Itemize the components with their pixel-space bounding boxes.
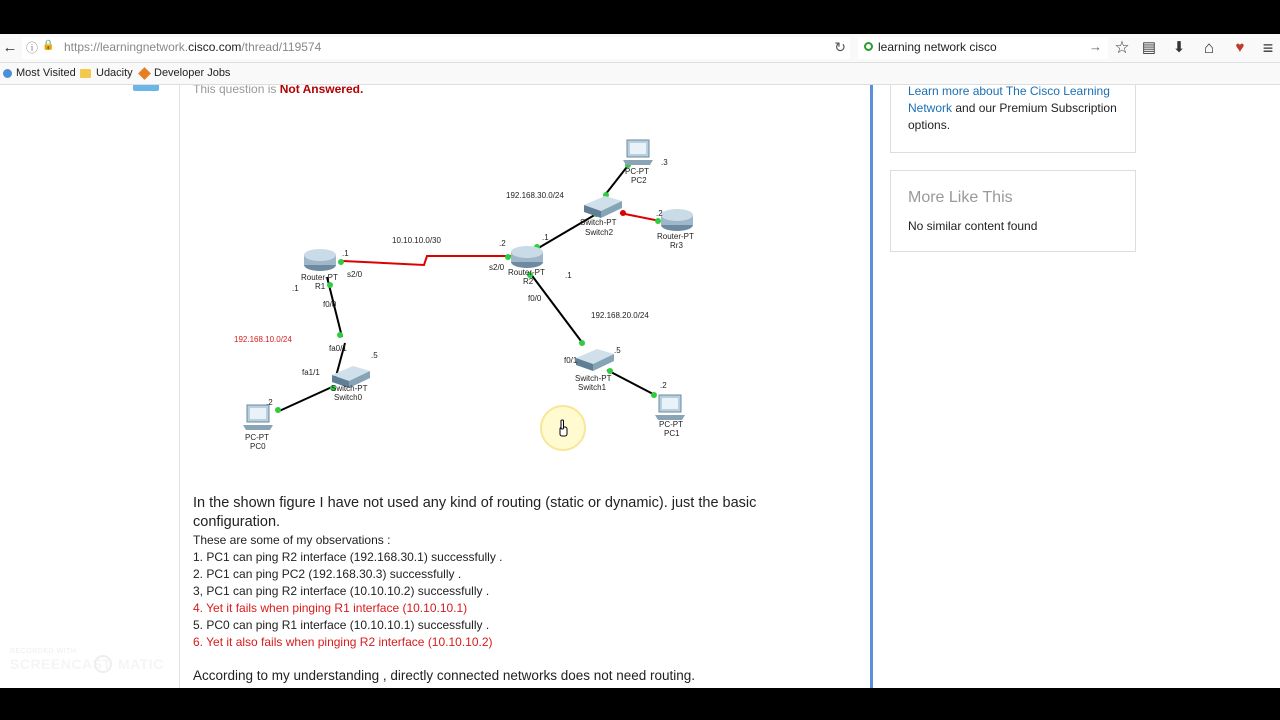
label-sw2-dot-right: .2 <box>656 209 663 218</box>
right-sidebar <box>873 85 1280 688</box>
label-sw0-dot: .5 <box>371 351 378 360</box>
label-sw1-name: Switch1 <box>578 383 607 392</box>
question-content <box>180 85 870 688</box>
label-pc0-name: PC0 <box>250 442 266 451</box>
label-pc1-type: PC-PT <box>659 420 683 429</box>
label-wan-net: 10.10.10.0/30 <box>392 236 441 245</box>
label-r1-s20: s2/0 <box>347 270 363 279</box>
label-pc0-type: PC-PT <box>245 433 269 442</box>
question-intro: In the shown figure I have not used any kind of routing (static or dynamic). just the basic configuration. <box>193 495 757 530</box>
web-page <box>0 85 1280 688</box>
router-r1-icon <box>304 249 336 271</box>
label-pc1-name: PC1 <box>664 429 680 438</box>
link-r2-sw1 <box>530 273 584 345</box>
conclusion-text: According to my understanding , directly connected networks does not need routing. <box>193 668 696 683</box>
label-r1-dot-left: .1 <box>292 284 299 293</box>
label-sw1-f01: f0/1 <box>564 356 578 365</box>
bookmark-developer-jobs[interactable]: Developer Jobs <box>154 67 231 79</box>
link-sw1-pc1 <box>607 370 655 395</box>
label-pc1-dot: .2 <box>660 381 667 390</box>
bookmarks-toolbar <box>0 63 1280 85</box>
search-go-icon[interactable]: → <box>1089 39 1102 54</box>
label-r2-dot-top: .2 <box>499 239 506 248</box>
not-answered-label: Not Answered. <box>279 85 364 96</box>
screencast-watermark: RECORDED WITH SCREENCAST MATIC <box>10 648 164 672</box>
folder-icon <box>80 69 91 78</box>
more-like-this-card <box>890 170 1136 252</box>
label-pc0-dot: .2 <box>266 398 273 407</box>
observations-list <box>193 532 503 651</box>
pc-pc2-icon <box>623 140 653 165</box>
label-pc2-name: PC2 <box>631 176 647 185</box>
pocket-icon[interactable]: ♥ <box>1235 39 1245 56</box>
back-icon[interactable]: ← <box>2 39 18 56</box>
bookmark-star-icon[interactable]: ☆ <box>1114 38 1130 57</box>
home-icon[interactable]: ⌂ <box>1203 38 1215 57</box>
label-net-20: 192.168.20.0/24 <box>591 311 649 320</box>
more-like-this-title: More Like This <box>908 189 1013 206</box>
info-icon[interactable]: ⓘ <box>26 41 39 55</box>
label-r1-dot: .1 <box>342 249 349 258</box>
browser-toolbar <box>0 34 1280 63</box>
label-sw2-dot-left: .1 <box>542 233 549 242</box>
bookmark-udacity[interactable]: Udacity <box>96 67 133 79</box>
reload-icon[interactable]: ↻ <box>834 39 846 55</box>
pc-pc1-icon <box>655 395 685 420</box>
label-sw0-name: Switch0 <box>334 393 363 402</box>
search-icon <box>864 42 873 51</box>
url-text[interactable]: https://learningnetwork.cisco.com/thread/119574 <box>64 40 322 54</box>
label-r2-s20: s2/0 <box>489 263 505 272</box>
observation-item: 6. Yet it also fails when pinging R2 interface (10.10.10.2) <box>193 635 493 649</box>
label-rr3-name: Rr3 <box>670 241 683 250</box>
observation-item: 2. PC1 can ping PC2 (192.168.30.3) successfully . <box>193 567 462 581</box>
search-bar[interactable] <box>858 37 1108 59</box>
label-r1-type: Router-PT <box>301 273 338 282</box>
lock-icon: 🔒 <box>42 40 55 51</box>
question-status: This question is Not Answered. <box>193 85 363 96</box>
learn-more-card: Learn more about The Cisco Learning Network and our Premium Subscription options. <box>890 85 1136 153</box>
label-net-10: 192.168.10.0/24 <box>234 335 292 344</box>
no-similar-content: No similar content found <box>908 219 1038 233</box>
screen-top-bar <box>0 0 1280 34</box>
observation-item: 1. PC1 can ping R2 interface (192.168.30.1) successfully . <box>193 550 503 564</box>
left-column <box>0 85 180 688</box>
label-sw1-dot: .5 <box>614 346 621 355</box>
router-rr3-icon <box>661 209 693 231</box>
observations-header: These are some of my observations : <box>193 533 391 547</box>
label-sw2-name: Switch2 <box>585 228 614 237</box>
screen-bottom-bar <box>0 688 1280 720</box>
reading-list-icon[interactable]: ▤ <box>1141 39 1157 56</box>
network-topology-diagram <box>180 125 870 465</box>
pc-pc0-icon <box>243 405 273 430</box>
observation-item: 5. PC0 can ping R1 interface (10.10.10.1) successfully . <box>193 618 490 632</box>
label-pc2-dot: .3 <box>661 158 668 167</box>
label-fa11: fa1/1 <box>302 368 320 377</box>
search-input[interactable]: learning network cisco <box>878 40 997 54</box>
label-net-30: 192.168.30.0/24 <box>506 191 564 200</box>
observation-item: 4. Yet it fails when pinging R1 interface (10.10.10.1) <box>193 601 468 615</box>
label-sw1-type: Switch-PT <box>575 374 612 383</box>
learn-more-link[interactable]: Learn more about The Cisco Learning Network <box>908 85 1110 115</box>
label-r2-f00: f0/0 <box>528 294 542 303</box>
router-r2-icon <box>511 246 543 268</box>
link-sw2-rr3 <box>620 213 660 221</box>
bookmark-most-visited[interactable]: Most Visited <box>16 67 76 79</box>
download-icon[interactable]: ⬇ <box>1172 39 1186 56</box>
link-r1-r2-serial <box>343 256 512 265</box>
bookmark-favicon-icon <box>138 67 151 80</box>
label-r2-type: Router-PT <box>508 268 545 277</box>
label-fa01: fa0/1 <box>329 344 347 353</box>
label-r1-f00: f0/0 <box>323 300 337 309</box>
observation-item: 3, PC1 can ping R2 interface (10.10.10.2) successfully . <box>193 584 490 598</box>
label-r1-name: R1 <box>315 282 326 291</box>
label-pc2-type: PC-PT <box>625 167 649 176</box>
label-rr3-type: Router-PT <box>657 232 694 241</box>
url-bar[interactable] <box>22 37 850 59</box>
badge-icon <box>133 85 159 91</box>
screencast-logo-icon <box>94 655 112 673</box>
label-sw2-type: Switch-PT <box>580 218 617 227</box>
globe-icon <box>3 69 12 78</box>
link-sw0-pc0 <box>277 387 332 412</box>
switch-sw2-icon <box>584 196 622 218</box>
menu-icon[interactable]: ≡ <box>1262 38 1274 58</box>
label-r2-dot-right: .1 <box>565 271 572 280</box>
label-r2-name: R2 <box>523 277 534 286</box>
switch-sw1-icon <box>576 349 614 371</box>
label-sw0-type: Switch-PT <box>331 384 368 393</box>
